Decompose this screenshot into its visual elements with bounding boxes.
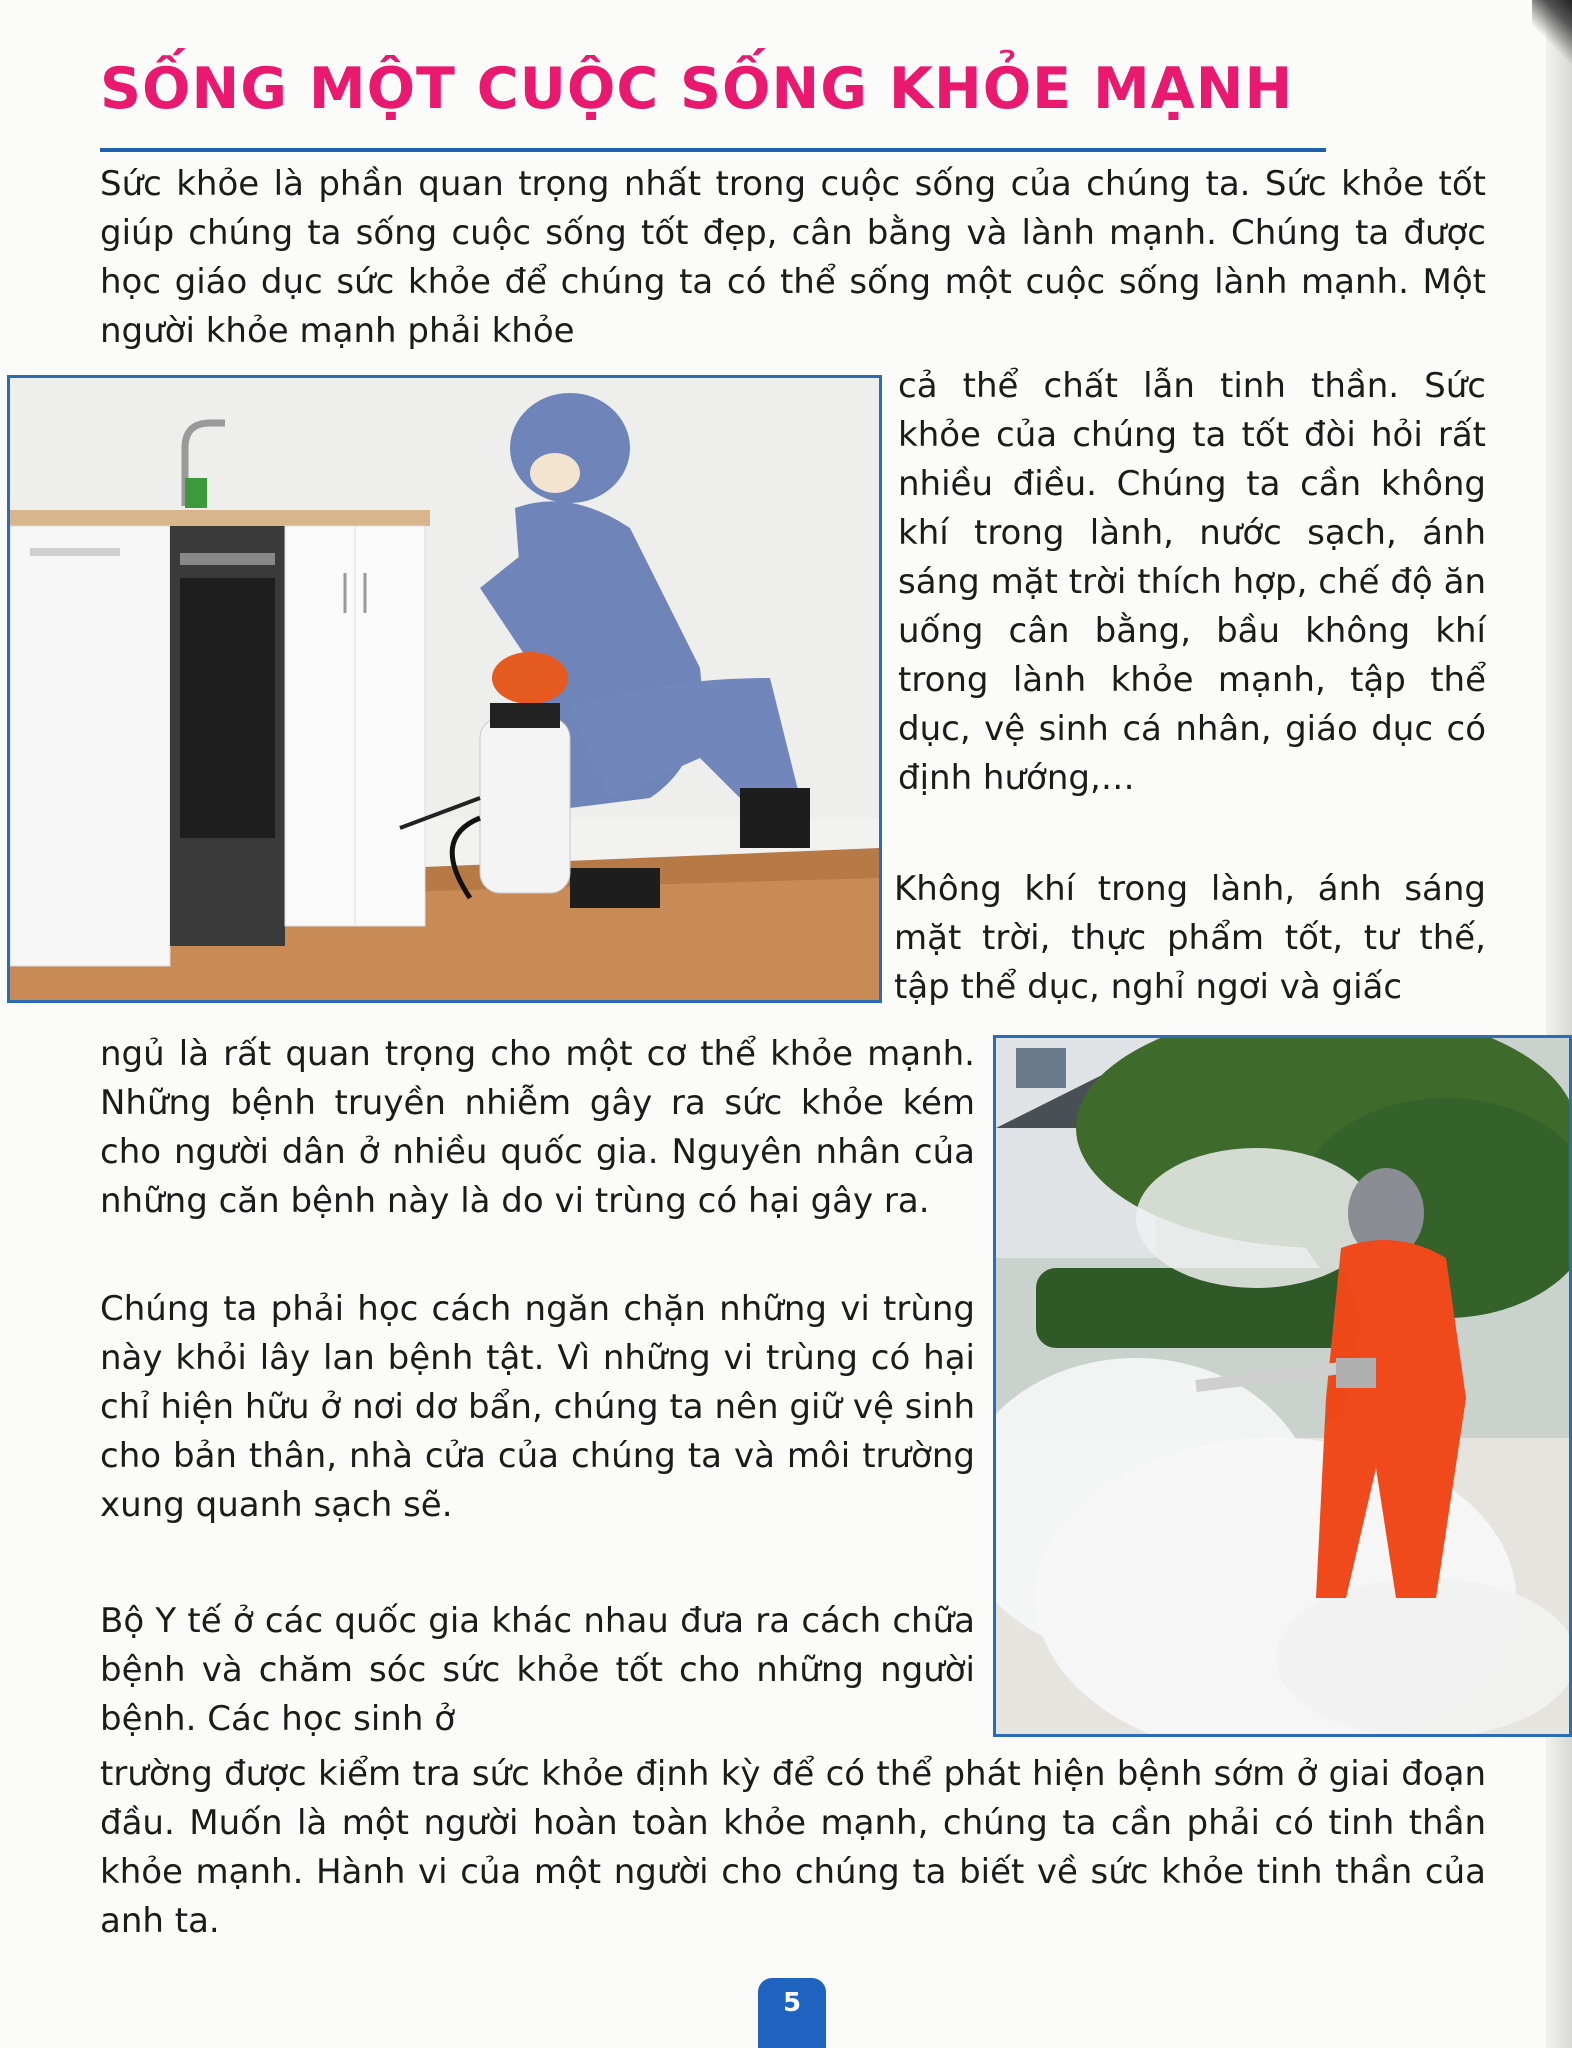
fresh-air-paragraph-continued: ngủ là rất quan trọng cho một cơ thể khỏe mạnh. Những bệnh truyền nhiễm gây ra sức khỏe kém cho người dân ở nhiều quốc gia. Nguyên nhân của những căn bệnh này là do vi trùng có hại gây ra. <box>100 1034 975 1221</box>
photo-indoor-spraying-art <box>10 378 879 1000</box>
ministry-paragraph-start: Bộ Y tế ở các quốc gia khác nhau đưa ra cách chữa bệnh và chăm sóc sức khỏe tốt cho những người bệnh. Các học sinh ở <box>100 1601 975 1739</box>
germs-paragraph: Chúng ta phải học cách ngăn chặn những vi trùng này khỏi lây lan bệnh tật. Vì những vi trùng có hại chỉ hiện hữu ở nơi dơ bẩn, chúng ta nên giữ vệ sinh cho bản thân, nhà cửa của chúng ta và môi trường xung quanh sạch sẽ. <box>100 1289 975 1525</box>
fresh-air-paragraph-start: Không khí trong lành, ánh sáng mặt trời, thực phẩm tốt, tư thế, tập thể dục, nghỉ ngơi và giấc <box>894 869 1486 1007</box>
photo-indoor-spraying <box>7 375 882 1003</box>
photo-outdoor-fogging-art <box>996 1038 1572 1734</box>
page-number: 5 <box>782 1988 802 2018</box>
page-corner-shadow <box>1532 0 1572 70</box>
page-edge <box>1546 0 1572 2048</box>
intro-paragraph: Sức khỏe là phần quan trọng nhất trong cuộc sống của chúng ta. Sức khỏe tốt giúp chúng ta sống cuộc sống tốt đẹp, cân bằng và lành mạnh. Chúng ta được học giáo dục sức khỏe để chúng ta có thể sống một cuộc sống lành mạnh. Một người khỏe mạnh phải khỏe <box>100 164 1486 351</box>
page-number-tab <box>758 1978 826 2048</box>
ministry-paragraph-continued: trường được kiểm tra sức khỏe định kỳ để có thể phát hiện bệnh sớm ở giai đoạn đầu. Muốn là một người hoàn toàn khỏe mạnh, chúng ta cần phải có tinh thần khỏe mạnh. Hành vi của một người cho chúng ta biết về sức khỏe tinh thần của anh ta. <box>100 1754 1486 1941</box>
paragraph-beside-photo-1: cả thể chất lẫn tinh thần. Sức khỏe của chúng ta tốt đòi hỏi rất nhiều điều. Chúng ta cần không khí trong lành, nước sạch, ánh sáng mặt trời thích hợp, chế độ ăn uống cân bằng, bầu không khí trong lành khỏe mạnh, tập thể dục, vệ sinh cá nhân, giáo dục có định hướng,… <box>898 366 1486 798</box>
title-underline <box>100 148 1326 152</box>
photo-outdoor-fogging <box>993 1035 1572 1737</box>
page-title: SỐNG MỘT CUỘC SỐNG KHỎE MẠNH <box>100 56 1294 122</box>
